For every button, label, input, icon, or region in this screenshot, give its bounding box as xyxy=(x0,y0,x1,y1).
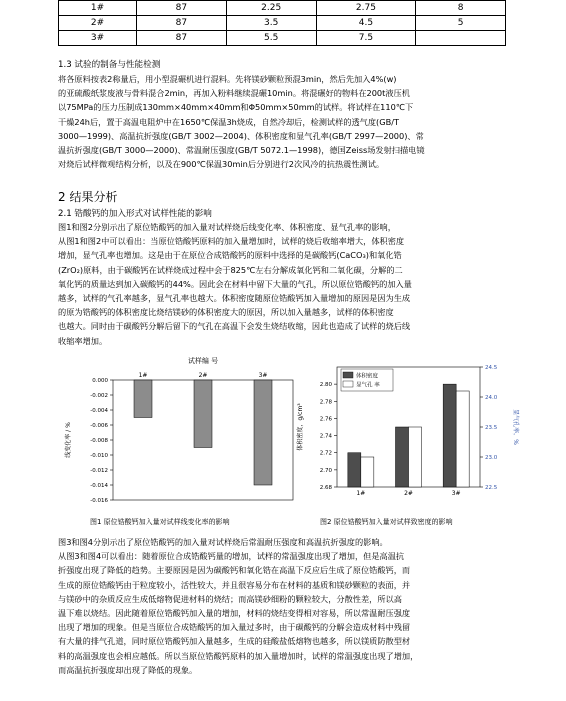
text-line: 温下难以烧结。因此随着原位锆酸钙加入量的增加，材料的烧结变得相对容易，所以常温耐压强度 xyxy=(58,608,411,619)
text-line: 越多，试样的气孔率越多，显气孔率也越大。体积密度随原位锆酸钙加入量增加的原因是因为生成 xyxy=(58,293,411,304)
text-line: 将各原料按表2称量后，用小型混碾机进行混料。先将镁砂颗粒预混3min，然后先加入4%(w) xyxy=(58,74,397,84)
figure-1-caption: 图1 原位锆酸钙加入量对试样线变化率的影响 xyxy=(90,518,230,526)
table-cell: 7.5 xyxy=(316,31,416,46)
legend-label: 显气孔 率 xyxy=(356,382,380,389)
table-cell: 8 xyxy=(416,1,506,16)
bar-apparent-porosity xyxy=(361,457,374,487)
text-line: 的亚硫酸纸浆废液与骨料混合2min，再加入粉料继续混碾10min。将混碾好的物料在200t液压机 xyxy=(58,88,410,99)
text-line: 图3和图4分别示出了原位锆酸钙的加入量对试样烧后常温耐压强度和高温抗折强度的影响。 xyxy=(58,537,388,547)
y-right-axis-label: 显气孔率，% xyxy=(512,409,519,445)
text-line: 也越大。同时由于碳酸钙分解后留下的气孔在高温下会发生烧结收缩，因此也造成了试样的烧后线 xyxy=(58,321,411,332)
y-left-tick-label: 2.78 xyxy=(319,399,332,406)
text-line: 增加，显气孔率也增加。这是由于在原位合成锆酸钙的原料中选择的是碳酸钙(CaCO₃)和氧化锆 xyxy=(58,250,402,261)
text-line: 以75MPa的压力压制成130mm×40mm×40mm和Φ50mm×50mm的试样。将试样在110℃下 xyxy=(58,102,414,113)
y-tick-label: -0.010 xyxy=(90,453,108,459)
y-axis-label: 线变化率 / % xyxy=(65,422,72,458)
bar xyxy=(134,380,152,418)
y-left-tick-label: 2.70 xyxy=(319,467,332,474)
text-line: 氧化钙的质量达到加入碳酸钙的44%。因此会在材料中留下大量的气孔，所以原位锆酸钙的加入量 xyxy=(58,278,412,289)
section-2-1-body xyxy=(58,220,510,348)
x-tick-label: 2# xyxy=(198,372,208,379)
y-left-axis-label: 体积密度，g/cm³ xyxy=(297,403,304,451)
x-tick-label: 1# xyxy=(356,490,366,497)
y-right-tick-label: 22.5 xyxy=(485,485,498,491)
text-line: 干燥24h后，置于高温电阻炉中在1650℃保温3h烧成，自然冷却后，检测试样的透气度(GB/T xyxy=(58,116,399,127)
text-line: 的原为锆酸钙的体积密度比烧结镁砂的体积密度大的原因，所以加入量越多，试样的体积密度 xyxy=(58,307,394,318)
x-tick-label: 2# xyxy=(404,490,413,497)
bar-apparent-porosity xyxy=(456,391,469,487)
text-line: 收缩率增加。 xyxy=(58,335,108,346)
y-left-tick-label: 2.72 xyxy=(319,450,332,457)
figure-1-chart xyxy=(58,355,298,510)
text-line: 生成的原位锆酸钙由于粒度较小，活性较大，并且很容易分布在材料的基质和镁砂颗粒的表面，并 xyxy=(58,579,411,590)
table-cell: 87 xyxy=(136,1,226,16)
composition-table xyxy=(58,0,506,46)
text-line: 出现了增加的现象。但是当原位合成锆酸钙的加入量过多时，由于碳酸钙的分解会造成材料中残留 xyxy=(58,622,411,633)
x-tick-label: 3# xyxy=(258,372,268,379)
y-tick-label: -0.008 xyxy=(90,438,108,444)
bar xyxy=(254,380,272,485)
y-tick-label: -0.014 xyxy=(90,483,108,489)
x-tick-label: 1# xyxy=(138,372,148,379)
table-cell xyxy=(416,31,506,46)
y-left-tick-label: 2.76 xyxy=(319,416,332,423)
y-left-tick-label: 2.74 xyxy=(319,433,332,440)
chart-title: 试样编 号 xyxy=(187,357,219,365)
table-cell: 87 xyxy=(136,31,226,46)
bar-bulk-density xyxy=(396,427,409,487)
y-left-tick-label: 2.80 xyxy=(319,382,332,389)
section-heading-2: 2 结果分析 xyxy=(58,190,118,204)
table-cell: 3.5 xyxy=(226,16,316,31)
table-row xyxy=(59,1,506,16)
table-cell: 87 xyxy=(136,16,226,31)
bar-bulk-density xyxy=(443,384,456,487)
text-line: 与镁砂中的杂质反应生成低熔物促进材料的烧结；而高镁砂细粉的颗粒较大，分散性差，所以高 xyxy=(58,593,402,604)
y-right-tick-label: 24.0 xyxy=(485,395,498,401)
table-row xyxy=(59,31,506,46)
section-heading-1-3: 1.3 试验的制备与性能检测 xyxy=(58,60,161,70)
y-right-tick-label: 23.0 xyxy=(485,455,498,461)
bar-bulk-density xyxy=(348,453,361,487)
text-line: 对烧后试样微观结构分析，以及在900℃保温30min后分别进行2次风冷的抗热震性测试。 xyxy=(58,159,385,170)
legend-label: 体积密度 xyxy=(356,373,379,380)
table-cell: 3# xyxy=(59,31,137,46)
text-line: 从图3和图4可以看出：随着原位合成锆酸钙量的增加，试样的常温强度出现了增加，但是高温抗 xyxy=(58,551,405,562)
text-line: 3000—1999)、高温抗折强度(GB/T 3002—2004)、体积密度和显气孔率(GB/T 2997—2000)、常 xyxy=(58,130,424,141)
text-line: 料的高温强度也会相应越低。所以当原位锆酸钙原料的加入量增加时，试样的常温强度出现了增加， xyxy=(58,650,419,661)
figure-2-caption: 图2 原位锆酸钙加入量对试样致密度的影响 xyxy=(320,518,453,526)
text-line: 图1和图2分别示出了原位锆酸钙的加入量对试样烧后线变化率、体积密度、显气孔率的影响， xyxy=(58,222,396,232)
text-line: 有大量的排气孔道，同时原位锆酸钙加入量越多，生成的硅酸盐低熔物也越多，所以镁质防散型材 xyxy=(58,636,411,647)
y-tick-label: -0.002 xyxy=(90,393,108,399)
y-right-tick-label: 23.5 xyxy=(485,425,498,431)
y-tick-label: 0.000 xyxy=(92,378,108,384)
table-row xyxy=(59,16,506,31)
text-line: 折强度出现了降低的趋势。主要原因是因为碳酸钙和氧化锆在高温下反应后生成了原位锆酸钙，而 xyxy=(58,565,411,576)
legend-swatch xyxy=(343,372,353,378)
text-line: 而高温抗折强度却出现了降低的现象。 xyxy=(58,664,198,675)
y-left-tick-label: 2.68 xyxy=(319,485,332,491)
table-cell: 2.75 xyxy=(316,1,416,16)
x-tick-label: 3# xyxy=(451,490,461,497)
text-line: (ZrO₂)原料，由于碳酸钙在试样烧成过程中会于825℃左右分解成氧化钙和二氧化碳，分解的二 xyxy=(58,264,403,275)
table-cell: 4.5 xyxy=(316,16,416,31)
figure-2-chart xyxy=(292,355,524,515)
table-cell: 1# xyxy=(59,1,137,16)
text-line: 温抗折强度(GB/T 3000—2000)、常温耐压强度(GB/T 5072.1—1998)，德国Zeiss场发射扫描电镜 xyxy=(58,145,425,156)
y-tick-label: -0.012 xyxy=(90,468,108,474)
y-tick-label: -0.006 xyxy=(90,423,108,429)
table-cell: 2# xyxy=(59,16,137,31)
bar xyxy=(194,380,212,448)
y-right-tick-label: 24.5 xyxy=(485,365,498,371)
y-tick-label: -0.016 xyxy=(90,498,108,504)
section-1-3-body xyxy=(58,72,510,171)
section-2-1-body-continued xyxy=(58,535,510,677)
legend-swatch xyxy=(343,381,353,387)
table-cell: 2.25 xyxy=(226,1,316,16)
bar-apparent-porosity xyxy=(409,427,422,487)
y-tick-label: -0.004 xyxy=(90,408,108,414)
section-heading-2-1: 2.1 锆酸钙的加入形式对试样性能的影响 xyxy=(58,209,212,219)
table-cell: 5 xyxy=(416,16,506,31)
text-line: 从图1和图2中可以看出：当原位锆酸钙原料的加入量增加时，试样的烧后收缩率增大，体积密度 xyxy=(58,236,405,247)
table-cell: 5.5 xyxy=(226,31,316,46)
